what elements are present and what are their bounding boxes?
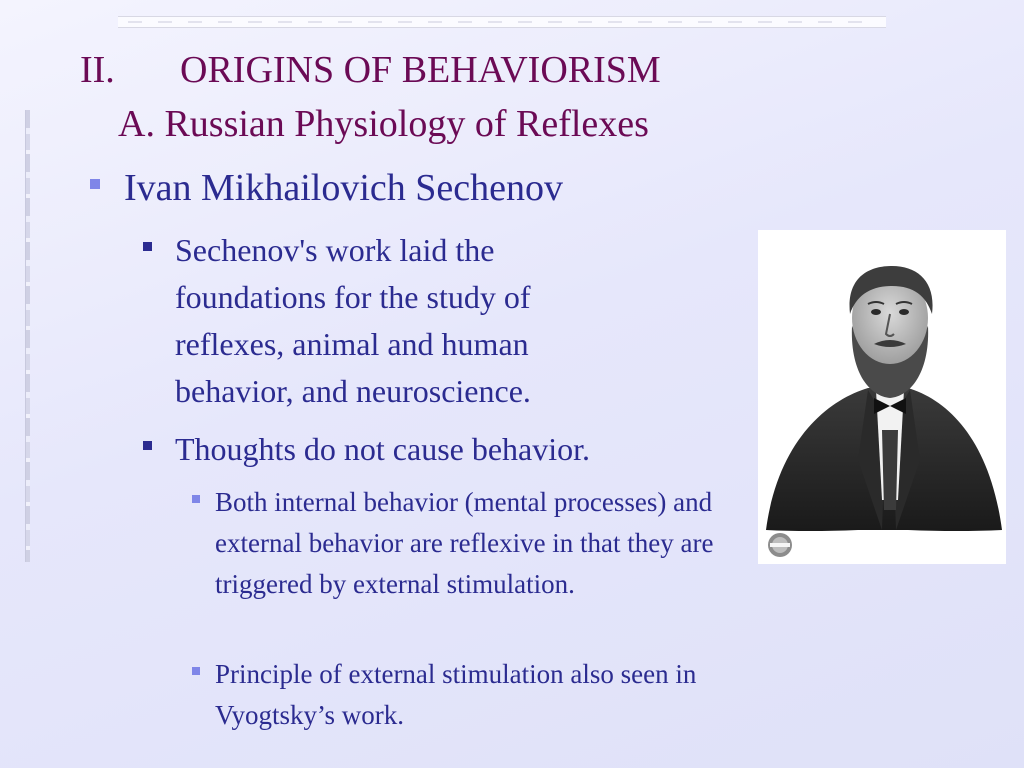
- top-decorative-rule: [118, 16, 886, 28]
- square-bullet-icon: [90, 179, 100, 189]
- circular-stamp-icon: [766, 531, 794, 559]
- slide-subtitle: A. Russian Physiology of Reflexes: [118, 103, 649, 145]
- square-bullet-icon: [143, 441, 152, 450]
- square-bullet-icon: [192, 667, 200, 675]
- portrait-image: [758, 230, 1006, 564]
- bullet-text: Principle of external stimulation also seen in Vyogtsky’s work.: [215, 659, 697, 730]
- bullet-text: Ivan Mikhailovich Sechenov: [124, 167, 564, 209]
- title-text: ORIGINS OF BEHAVIORISM: [180, 49, 661, 91]
- slide-title: [80, 44, 661, 96]
- portrait-illustration: [758, 230, 1006, 564]
- square-bullet-icon: [192, 495, 200, 503]
- title-number: II.: [80, 49, 115, 91]
- bullet-text: Sechenov's work laid the foundations for the study of reflexes, animal and human behavior, and neuroscience.: [175, 232, 531, 409]
- bullet-text: Both internal behavior (mental processes) and external behavior are reflexive in that they are triggered by external stimulation.: [215, 487, 714, 599]
- square-bullet-icon: [143, 242, 152, 251]
- bullet-text: Thoughts do not cause behavior.: [175, 431, 591, 467]
- left-decorative-rule: [25, 110, 30, 562]
